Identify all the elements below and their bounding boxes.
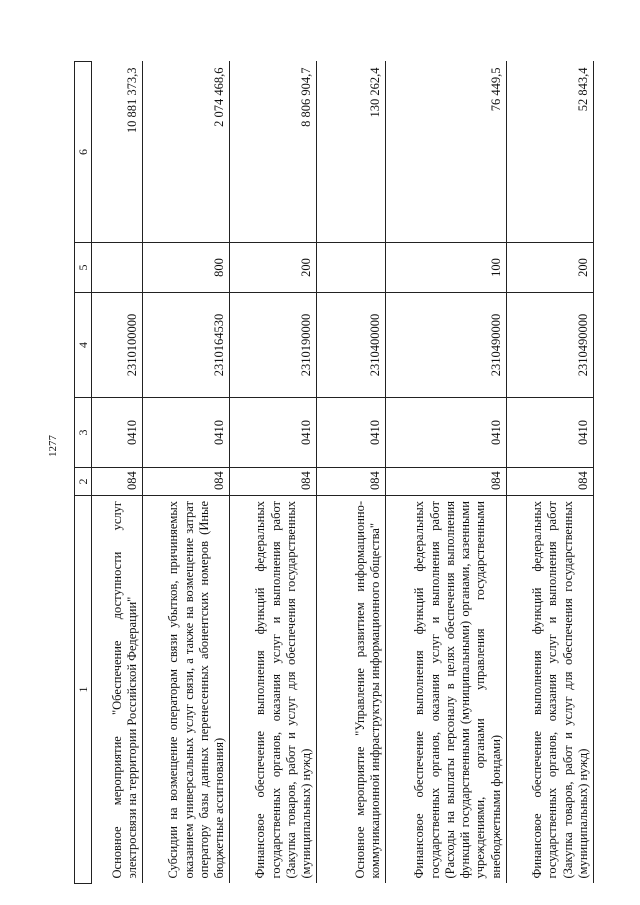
- row-type: [92, 243, 143, 293]
- header-col-4: 4: [75, 293, 92, 398]
- row-sum: 130 262,4: [317, 62, 386, 243]
- row-grbs: 084: [143, 468, 230, 496]
- header-col-3: 3: [75, 398, 92, 468]
- header-col-2: 2: [75, 468, 92, 496]
- row-type: 200: [230, 243, 317, 293]
- row-sum: 76 449,5: [386, 62, 506, 243]
- row-section: 0410: [386, 398, 506, 468]
- row-target: 2310164530: [143, 293, 230, 398]
- row-type: 100: [386, 243, 506, 293]
- row-grbs: 084: [506, 468, 593, 496]
- row-name: Субсидии на возмещение операторам связи убытков, причиняемых оказанием универсальных услуг связи, а также на возмещение затрат оператору базы данных перенесенных абонентских номеров (Иные бюджетные ассигнования): [143, 496, 230, 884]
- header-col-6: 6: [75, 62, 92, 243]
- header-row: [75, 62, 92, 884]
- row-sum: 2 074 468,6: [143, 62, 230, 243]
- row-grbs: 084: [230, 468, 317, 496]
- row-sum: 52 843,4: [506, 62, 593, 243]
- header-col-1: 1: [75, 496, 92, 884]
- table-row: [230, 62, 317, 884]
- row-sum: 8 806 904,7: [230, 62, 317, 243]
- row-target: 2310490000: [506, 293, 593, 398]
- row-name: Основное мероприятие "Управление развитием информационно-коммуникационной инфраструктуры информационного общества": [317, 496, 386, 884]
- row-section: 0410: [506, 398, 593, 468]
- page-number: 1277: [47, 435, 59, 457]
- header-col-5: 5: [75, 243, 92, 293]
- row-name: Финансовое обеспечение выполнения функций федеральных государственных органов, оказания услуг и выполнения работ (Расходы на выплаты персоналу в целях обеспечения выполнения функций государственными (муниципальными) органами, казенными учреждениями, органами управления государственными внебюджетными фондами): [386, 496, 506, 884]
- row-target: 2310490000: [386, 293, 506, 398]
- row-section: 0410: [317, 398, 386, 468]
- row-target: 2310100000: [92, 293, 143, 398]
- table-row: [386, 62, 506, 884]
- row-type: [317, 243, 386, 293]
- row-target: 2310400000: [317, 293, 386, 398]
- row-name: Основное мероприятие "Обеспечение доступности услуг электросвязи на территории Российской Федерации": [92, 496, 143, 884]
- budget-table: [74, 61, 594, 884]
- table-row: [143, 62, 230, 884]
- row-sum: 10 881 373,3: [92, 62, 143, 243]
- table-row: [506, 62, 593, 884]
- row-section: 0410: [143, 398, 230, 468]
- row-name: Финансовое обеспечение выполнения функций федеральных государственных органов, оказания услуг и выполнения работ (Закупка товаров, работ и услуг для обеспечения государственных (муниципальных) нужд): [230, 496, 317, 884]
- row-grbs: 084: [92, 468, 143, 496]
- row-target: 2310190000: [230, 293, 317, 398]
- row-section: 0410: [230, 398, 317, 468]
- table-row: [92, 62, 143, 884]
- row-grbs: 084: [317, 468, 386, 496]
- row-type: 200: [506, 243, 593, 293]
- table-row: [317, 62, 386, 884]
- row-grbs: 084: [386, 468, 506, 496]
- row-section: 0410: [92, 398, 143, 468]
- row-type: 800: [143, 243, 230, 293]
- rotated-page: [74, 62, 594, 884]
- row-name: Финансовое обеспечение выполнения функций федеральных государственных органов, оказания услуг и выполнения работ (Закупка товаров, работ и услуг для обеспечения государственных (муниципальных) нужд): [506, 496, 593, 884]
